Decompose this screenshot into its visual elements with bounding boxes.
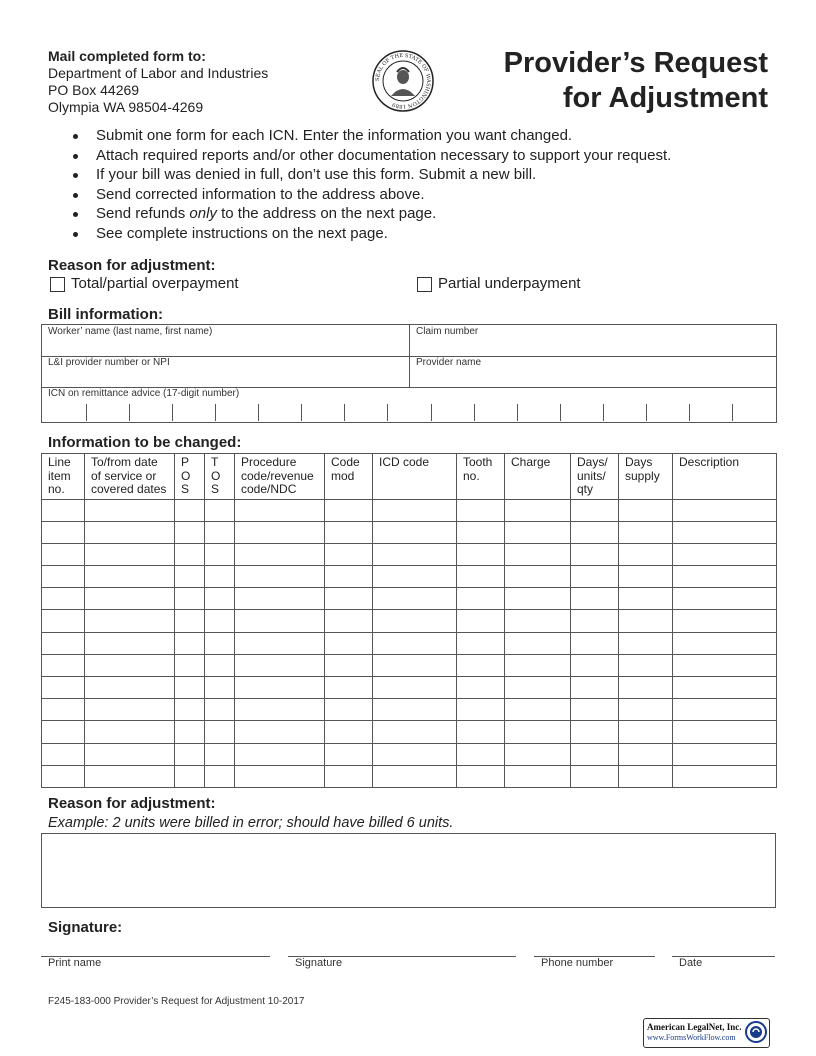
table-cell[interactable] <box>175 499 205 521</box>
form-id: F245-183-000 Provider’s Request for Adjustment 10-2017 <box>48 996 305 1007</box>
table-cell[interactable] <box>673 632 777 654</box>
table-cell[interactable] <box>325 632 373 654</box>
table-cell[interactable] <box>205 499 235 521</box>
icn-field[interactable] <box>43 400 775 421</box>
table-cell[interactable] <box>673 654 777 676</box>
instruction-text: Send refunds <box>96 205 190 222</box>
table-cell[interactable] <box>619 588 673 610</box>
table-cell[interactable] <box>205 721 235 743</box>
table-cell[interactable] <box>175 721 205 743</box>
table-cell[interactable] <box>619 610 673 632</box>
table-cell[interactable] <box>235 521 325 543</box>
table-cell[interactable] <box>205 566 235 588</box>
table-cell[interactable] <box>571 499 619 521</box>
table-cell[interactable] <box>571 610 619 632</box>
table-cell[interactable] <box>571 588 619 610</box>
instruction-item: Attach required reports and/or other documentation necessary to support your request. <box>48 146 671 166</box>
table-cell[interactable] <box>235 588 325 610</box>
table-cell[interactable] <box>619 765 673 787</box>
table-row <box>42 765 777 787</box>
table-cell[interactable] <box>42 566 85 588</box>
table-cell[interactable] <box>235 699 325 721</box>
publisher-url: www.FormsWorkFlow.com <box>647 1033 736 1042</box>
reason-textarea[interactable] <box>41 833 776 908</box>
table-row <box>42 743 777 765</box>
col-header-days-supply: Days supply <box>619 454 673 500</box>
icn-digit-ticks <box>43 400 775 421</box>
table-cell[interactable] <box>373 610 457 632</box>
table-cell[interactable] <box>457 521 505 543</box>
publisher-logo[interactable] <box>643 1018 770 1048</box>
table-cell[interactable] <box>325 765 373 787</box>
reason-type-heading: Reason for adjustment: <box>48 257 216 274</box>
instruction-text: to the address on the next page. <box>216 205 437 222</box>
table-cell[interactable] <box>457 632 505 654</box>
table-cell[interactable] <box>205 521 235 543</box>
table-row <box>42 632 777 654</box>
table-cell[interactable] <box>505 588 571 610</box>
table-cell[interactable] <box>235 566 325 588</box>
reason-text-heading: Reason for adjustment: <box>48 795 216 812</box>
table-cell[interactable] <box>673 743 777 765</box>
table-cell[interactable] <box>373 499 457 521</box>
table-cell[interactable] <box>619 521 673 543</box>
table-cell[interactable] <box>673 543 777 565</box>
table-cell[interactable] <box>619 543 673 565</box>
table-cell[interactable] <box>571 566 619 588</box>
col-header-description: Description <box>673 454 777 500</box>
table-cell[interactable] <box>373 677 457 699</box>
table-cell[interactable] <box>673 677 777 699</box>
col-header-pos: P O S <box>175 454 205 500</box>
table-cell[interactable] <box>457 721 505 743</box>
table-cell[interactable] <box>373 654 457 676</box>
table-cell[interactable] <box>325 610 373 632</box>
overpayment-label: Total/partial overpayment <box>71 275 239 292</box>
col-header-dates: To/from date of service or covered dates <box>85 454 175 500</box>
table-cell[interactable] <box>85 610 175 632</box>
table-cell[interactable] <box>571 677 619 699</box>
table-cell[interactable] <box>457 588 505 610</box>
table-cell[interactable] <box>571 743 619 765</box>
table-cell[interactable] <box>85 499 175 521</box>
col-header-tooth-no: Tooth no. <box>457 454 505 500</box>
signature-label: Signature <box>295 957 343 969</box>
table-cell[interactable] <box>325 543 373 565</box>
table-cell[interactable] <box>175 677 205 699</box>
table-row <box>42 499 777 521</box>
table-cell[interactable] <box>673 721 777 743</box>
instruction-item: See complete instructions on the next page. <box>48 224 671 244</box>
table-cell[interactable] <box>673 566 777 588</box>
table-cell[interactable] <box>373 699 457 721</box>
provider-number-field[interactable] <box>43 368 408 386</box>
changes-heading: Information to be changed: <box>48 434 242 451</box>
table-row <box>42 699 777 721</box>
table-cell[interactable] <box>235 743 325 765</box>
mail-line-department: Department of Labor and Industries <box>48 65 269 81</box>
col-header-tos: T O S <box>205 454 235 500</box>
table-cell[interactable] <box>619 677 673 699</box>
table-cell[interactable] <box>325 499 373 521</box>
table-cell[interactable] <box>175 654 205 676</box>
publisher-name: American LegalNet, Inc. <box>647 1022 742 1032</box>
table-cell[interactable] <box>619 654 673 676</box>
table-cell[interactable] <box>175 699 205 721</box>
table-cell[interactable] <box>373 721 457 743</box>
table-cell[interactable] <box>235 654 325 676</box>
table-cell[interactable] <box>505 677 571 699</box>
table-row <box>42 543 777 565</box>
provider-name-field[interactable] <box>410 368 775 386</box>
table-cell[interactable] <box>373 521 457 543</box>
table-cell[interactable] <box>175 743 205 765</box>
table-cell[interactable] <box>235 499 325 521</box>
table-row <box>42 588 777 610</box>
instruction-item <box>48 204 671 224</box>
table-cell[interactable] <box>571 765 619 787</box>
table-cell[interactable] <box>85 721 175 743</box>
table-cell[interactable] <box>175 566 205 588</box>
table-cell[interactable] <box>42 610 85 632</box>
table-cell[interactable] <box>205 677 235 699</box>
worker-name-label: Worker’ name (last name, first name) <box>48 326 213 337</box>
table-cell[interactable] <box>205 699 235 721</box>
underpayment-checkbox[interactable] <box>417 277 432 292</box>
table-cell[interactable] <box>42 765 85 787</box>
state-seal-icon <box>372 50 434 112</box>
table-cell[interactable] <box>619 632 673 654</box>
changes-body <box>42 499 777 787</box>
table-cell[interactable] <box>619 721 673 743</box>
table-cell[interactable] <box>619 566 673 588</box>
table-cell[interactable] <box>175 521 205 543</box>
table-cell[interactable] <box>85 677 175 699</box>
table-cell[interactable] <box>175 765 205 787</box>
table-cell[interactable] <box>325 699 373 721</box>
table-cell[interactable] <box>85 743 175 765</box>
table-cell[interactable] <box>505 743 571 765</box>
instruction-item: Submit one form for each ICN. Enter the information you want changed. <box>48 126 671 146</box>
changes-table <box>41 453 777 788</box>
phone-number-label: Phone number <box>541 957 614 969</box>
table-cell[interactable] <box>85 566 175 588</box>
table-cell[interactable] <box>42 721 85 743</box>
table-cell[interactable] <box>85 632 175 654</box>
mail-line-city: Olympia WA 98504-4269 <box>48 99 204 115</box>
table-row <box>42 654 777 676</box>
table-cell[interactable] <box>571 543 619 565</box>
table-cell[interactable] <box>42 499 85 521</box>
table-cell[interactable] <box>571 699 619 721</box>
icn-label: ICN on remittance advice (17-digit number) <box>48 388 240 399</box>
table-cell[interactable] <box>85 521 175 543</box>
seal-text: SEAL OF THE STATE OF WASHINGTON 1889 <box>374 52 432 110</box>
instruction-item: If your bill was denied in full, don’t use this form. Submit a new bill. <box>48 165 671 185</box>
col-header-line-item: Line item no. <box>42 454 85 500</box>
table-cell[interactable] <box>373 632 457 654</box>
table-cell[interactable] <box>457 699 505 721</box>
claim-number-label: Claim number <box>416 326 479 337</box>
provider-name-label: Provider name <box>416 357 482 368</box>
table-cell[interactable] <box>373 765 457 787</box>
table-cell[interactable] <box>325 521 373 543</box>
table-cell[interactable] <box>457 765 505 787</box>
table-cell[interactable] <box>175 543 205 565</box>
col-header-procedure-code: Procedure code/revenue code/NDC <box>235 454 325 500</box>
table-cell[interactable] <box>205 610 235 632</box>
table-cell[interactable] <box>85 588 175 610</box>
table-cell[interactable] <box>42 743 85 765</box>
table-cell[interactable] <box>205 588 235 610</box>
underpayment-label: Partial underpayment <box>438 275 581 292</box>
table-cell[interactable] <box>373 566 457 588</box>
col-header-icd-code: ICD code <box>373 454 457 500</box>
table-cell[interactable] <box>205 543 235 565</box>
table-cell[interactable] <box>325 654 373 676</box>
table-cell[interactable] <box>457 566 505 588</box>
table-cell[interactable] <box>457 677 505 699</box>
table-cell[interactable] <box>619 499 673 521</box>
mail-heading: Mail completed form to: <box>48 48 206 64</box>
table-cell[interactable] <box>571 721 619 743</box>
title-line-1: Provider’s Request <box>503 47 768 79</box>
table-cell[interactable] <box>673 765 777 787</box>
table-cell[interactable] <box>42 543 85 565</box>
provider-number-label: L&I provider number or NPI <box>48 357 170 368</box>
table-cell[interactable] <box>457 654 505 676</box>
table-cell[interactable] <box>42 677 85 699</box>
table-cell[interactable] <box>571 654 619 676</box>
table-cell[interactable] <box>505 632 571 654</box>
table-cell[interactable] <box>673 588 777 610</box>
col-header-code-mod: Code mod <box>325 454 373 500</box>
table-cell[interactable] <box>235 632 325 654</box>
table-cell[interactable] <box>42 632 85 654</box>
table-cell[interactable] <box>325 566 373 588</box>
table-cell[interactable] <box>175 632 205 654</box>
overpayment-checkbox[interactable] <box>50 277 65 292</box>
title-line-2: for Adjustment <box>562 82 768 114</box>
table-row <box>42 721 777 743</box>
table-cell[interactable] <box>673 521 777 543</box>
table-cell[interactable] <box>85 543 175 565</box>
table-cell[interactable] <box>325 721 373 743</box>
table-cell[interactable] <box>175 588 205 610</box>
table-cell[interactable] <box>505 543 571 565</box>
table-cell[interactable] <box>235 765 325 787</box>
reason-example: Example: 2 units were billed in error; should have billed 6 units. <box>48 815 454 831</box>
table-cell[interactable] <box>571 632 619 654</box>
table-cell[interactable] <box>505 521 571 543</box>
table-cell[interactable] <box>325 588 373 610</box>
col-header-charge: Charge <box>505 454 571 500</box>
table-cell[interactable] <box>42 521 85 543</box>
table-cell[interactable] <box>235 677 325 699</box>
table-cell[interactable] <box>619 743 673 765</box>
table-cell[interactable] <box>42 588 85 610</box>
table-cell[interactable] <box>235 610 325 632</box>
table-cell[interactable] <box>505 721 571 743</box>
table-cell[interactable] <box>619 699 673 721</box>
table-cell[interactable] <box>505 654 571 676</box>
table-cell[interactable] <box>673 699 777 721</box>
table-cell[interactable] <box>505 499 571 521</box>
table-row <box>42 677 777 699</box>
instruction-item: Send corrected information to the address above. <box>48 185 671 205</box>
table-cell[interactable] <box>85 654 175 676</box>
signature-heading: Signature: <box>48 919 123 936</box>
table-cell[interactable] <box>85 765 175 787</box>
table-cell[interactable] <box>457 543 505 565</box>
table-row <box>42 610 777 632</box>
bill-info-heading: Bill information: <box>48 306 163 323</box>
worker-name-field[interactable] <box>43 337 408 355</box>
table-cell[interactable] <box>235 721 325 743</box>
table-cell[interactable] <box>505 610 571 632</box>
mail-line-po-box: PO Box 44269 <box>48 82 140 98</box>
instruction-list <box>48 126 671 243</box>
changes-header-row <box>42 454 777 500</box>
table-cell[interactable] <box>205 743 235 765</box>
bill-info-box <box>41 324 777 423</box>
table-cell[interactable] <box>673 499 777 521</box>
table-cell[interactable] <box>85 699 175 721</box>
table-cell[interactable] <box>373 743 457 765</box>
table-cell[interactable] <box>42 699 85 721</box>
instruction-emphasis: only <box>189 205 217 222</box>
table-cell[interactable] <box>205 765 235 787</box>
table-cell[interactable] <box>457 743 505 765</box>
table-row <box>42 521 777 543</box>
table-cell[interactable] <box>175 610 205 632</box>
table-cell[interactable] <box>457 499 505 521</box>
publisher-emblem-icon <box>745 1021 767 1043</box>
date-label: Date <box>679 957 703 969</box>
page-title <box>504 46 768 116</box>
table-cell[interactable] <box>373 588 457 610</box>
print-name-label: Print name <box>48 957 102 969</box>
table-row <box>42 566 777 588</box>
table-cell[interactable] <box>325 677 373 699</box>
table-cell[interactable] <box>673 610 777 632</box>
table-cell[interactable] <box>205 654 235 676</box>
table-cell[interactable] <box>457 610 505 632</box>
table-cell[interactable] <box>235 543 325 565</box>
table-cell[interactable] <box>505 566 571 588</box>
table-cell[interactable] <box>571 521 619 543</box>
table-cell[interactable] <box>373 543 457 565</box>
table-cell[interactable] <box>505 765 571 787</box>
col-header-days-units: Days/ units/ qty <box>571 454 619 500</box>
table-cell[interactable] <box>42 654 85 676</box>
table-cell[interactable] <box>205 632 235 654</box>
claim-number-field[interactable] <box>410 337 775 355</box>
table-cell[interactable] <box>325 743 373 765</box>
table-cell[interactable] <box>505 699 571 721</box>
